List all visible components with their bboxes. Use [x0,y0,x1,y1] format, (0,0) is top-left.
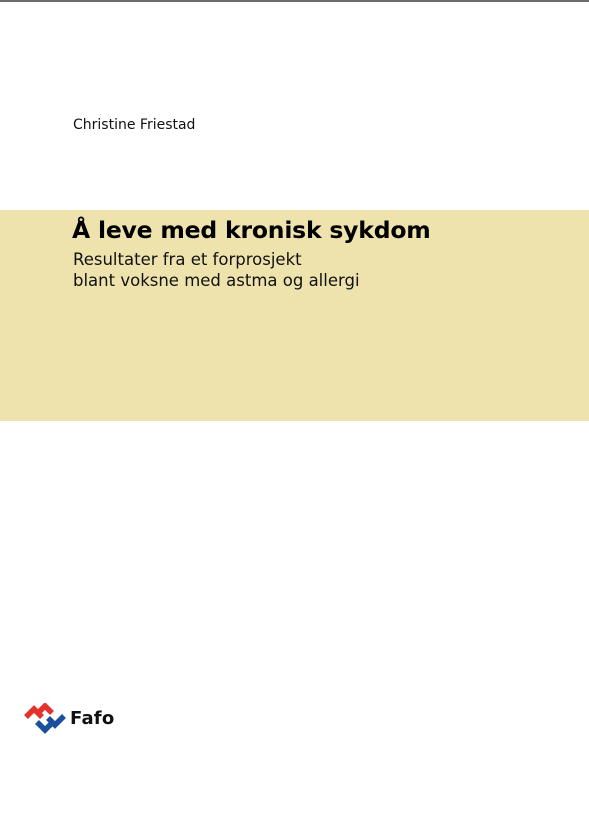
report-subtitle [73,249,360,291]
report-title: Å leve med kronisk sykdom [72,216,431,244]
fafo-logo-icon [24,703,66,735]
subtitle-line-1: Resultater fra et forprosjekt [73,250,302,269]
publisher-logo [24,702,114,736]
publisher-name: Fafo [70,708,115,729]
top-border-line [0,0,589,2]
author-name: Christine Friestad [73,117,196,133]
subtitle-line-2: blant voksne med astma og allergi [73,271,360,290]
